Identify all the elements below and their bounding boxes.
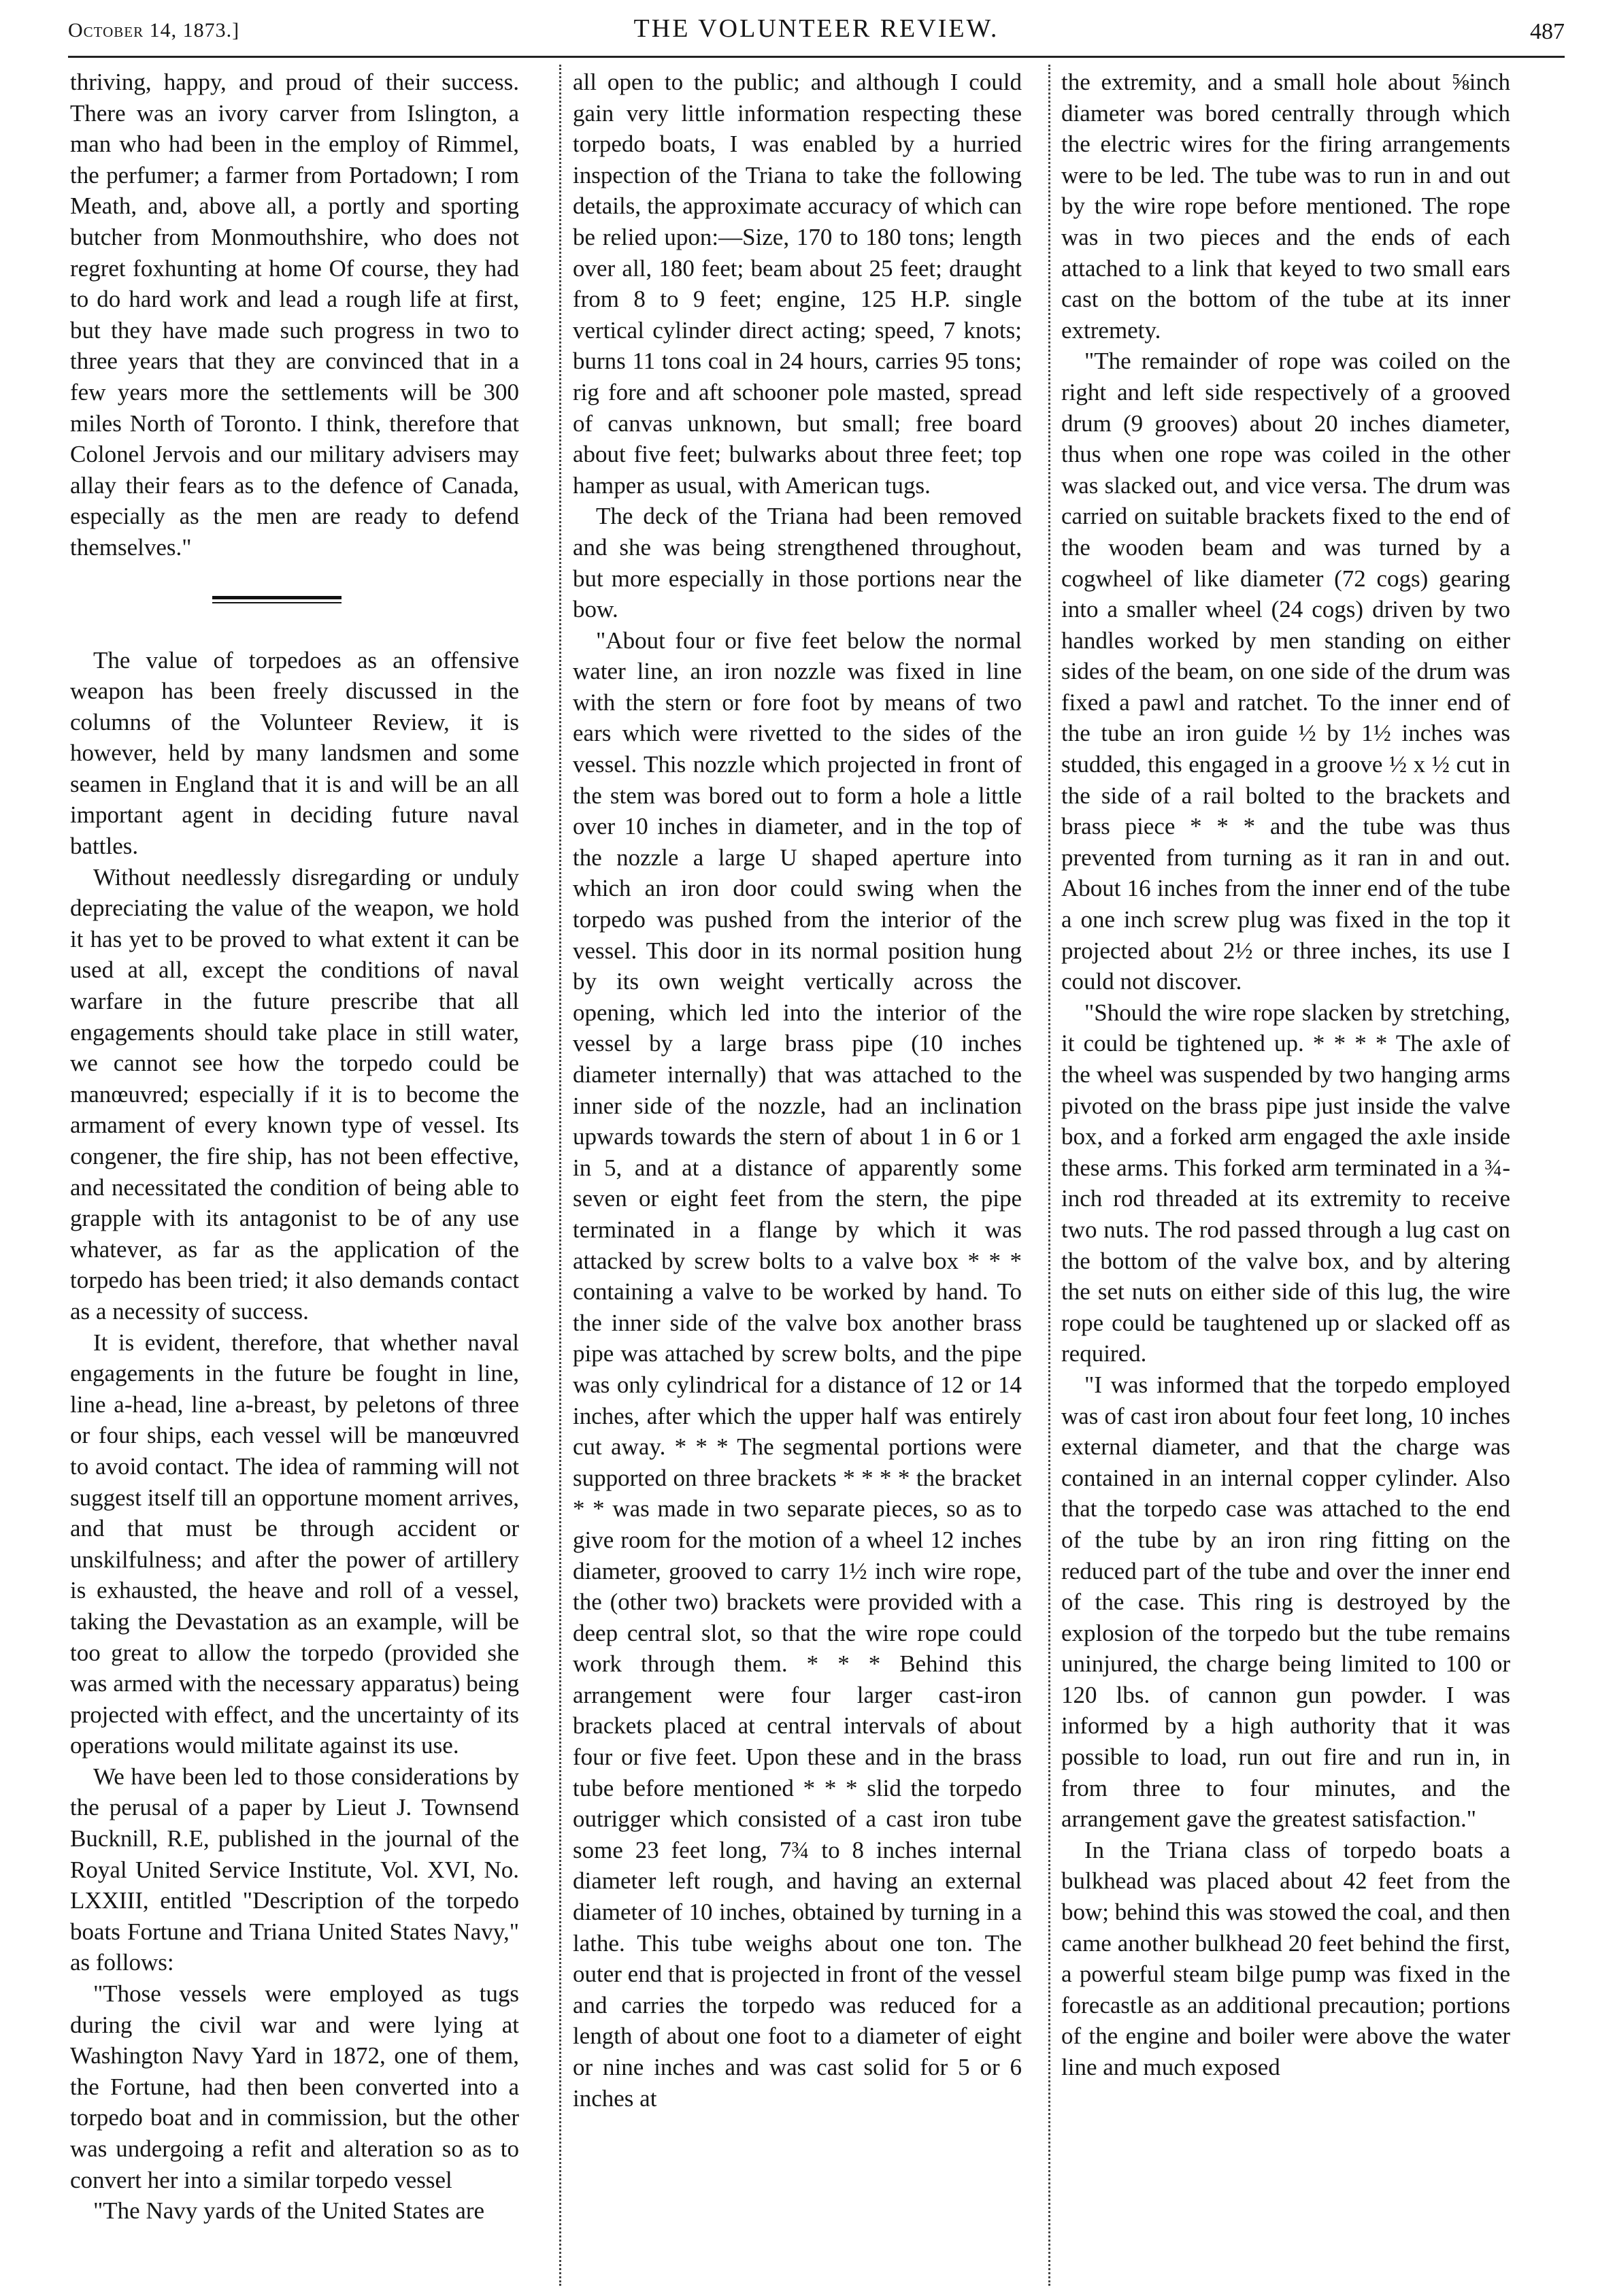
paragraph: The deck of the Triana had been removed and she was being strengthened throughout, but more especially in those portions near the bow. bbox=[573, 503, 1022, 623]
header-title: THE VOLUNTEER REVIEW. bbox=[633, 14, 999, 43]
column-3 bbox=[1061, 67, 1510, 2083]
page-number: 487 bbox=[1530, 19, 1565, 44]
header-rule bbox=[68, 56, 1565, 58]
paragraph: "The Navy yards of the United States are bbox=[93, 2197, 485, 2225]
paragraph: In the Triana class of torpedo boats a bulkhead was placed about 42 feet from the bow; behind this was stowed the coal, and then came another bulkhead 20 feet behind the first, a powerful steam bilge pump was fixed in the forecastle as an additional precaution; portions of the engine and boiler were above the water line and much exposed bbox=[1061, 1836, 1511, 2080]
paragraph: It is evident, therefore, that whether naval engagements in the future be fought in line, line a-head, line a-breast, by peletons of three or four ships, each vessel will be manœuvred to avoid contact. The idea of ramming will not suggest itself till an opportune moment arrives, and that must be through accident or unskilfulness; and after the power of artillery is exhausted, the heave and roll of a vessel, taking the Devastation as an example, will be too great to allow the torpedo (provided she was armed with the necessary apparatus) being projected with effect, and the uncertainty of its operations would militate against its use. bbox=[70, 1329, 520, 1759]
header-date: October 14, 1873.] bbox=[68, 19, 240, 41]
paragraph: We have been led to those considerations by the perusal of a paper by Lieut J. Townsend Bucknill, R.E, published in the journal of the Royal United Service Institute, Vol. XVI, No. LXXIII, entitled "Description of the torpedo boats Fortune and Triana United States Navy," as follows: bbox=[70, 1763, 519, 1976]
paragraph: "The remainder of rope was coiled on the right and left side respectively of a grooved drum (9 grooves) about 20 inches diameter, thus when one rope was coiled in the other was slacked out, and vice versa. The drum was carried on suitable brackets fixed to the end of the wooden beam and was turned by a cogwheel of like diameter (72 cogs) gearing into a smaller wheel (24 cogs) driven by two handles worked by men standing on either sides of the beam, on one side of the drum was fixed a pawl and ratchet. To the inner end of the tube an iron guide ½ by 1½ inches was studded, this engaged in a groove ½ x ½ cut in the side of a rail bolted to the brackets and brass piece * * * and the tube was thus prevented from turning as it ran in and out. About 16 inches from the inner end of the tube a one inch screw plug was fixed in the top it projected about 2½ or three inches, its use I could not discover. bbox=[1061, 348, 1510, 995]
paragraph: all open to the public; and although I could gain very little information respecting these torpedo boats, I was enabled by a hurried inspection of the Triana to take the following details, the approximate accuracy of which can be relied upon:—Size, 170 to 180 tons; length over all, 180 feet; beam about 25 feet; draught from 8 to 9 feet; engine, 125 H.P. single vertical cylinder direct acting; speed, 7 knots; burns 11 tons coal in 24 hours, carries 95 tons; rig fore and aft schooner pole masted, spread of canvas unknown, but small; free board about five feet; bulwarks about three feet; top hamper as usual, with American tugs. bbox=[573, 69, 1022, 499]
column-divider bbox=[559, 65, 561, 2286]
page-header bbox=[68, 14, 1565, 56]
paragraph: thriving, happy, and proud of their success. There was an ivory carver from Islington, a man who had been in the employ of Rimmel, the perfumer; a farmer from Portadown; I rom Meath, and, above all, a portly and sporting butcher from Monmouthshire, who does not regret foxhunting at home Of course, they had to do hard work and lead a rough life at first, but they have made such progress in two to three years that they are convinced that in a few years more the settlements will be 300 miles North of Toronto. I think, therefore that Colonel Jervois and our military advisers may allay their fears as to the defence of Canada, especially as the men are ready to defend themselves." bbox=[70, 69, 519, 561]
paragraph: the extremity, and a small hole about ⅝inch diameter was bored centrally through which the electric wires for the firing arrangements were to be led. The tube was to run in and out by the wire rope before mentioned. The rope was in two pieces and the ends of each attached to a link that keyed to two small ears cast on the bottom of the tube at its inner extremety. bbox=[1061, 69, 1510, 344]
paragraph: "Those vessels were employed as tugs during the civil war and were lying at Washington Navy Yard in 1872, one of them, the Fortune, had then been converted into a torpedo boat and in commission, but the other was undergoing a refit and alteration so as to convert her into a similar torpedo vessel bbox=[70, 1980, 519, 2193]
column-2 bbox=[573, 67, 1022, 2114]
paragraph: The value of torpedoes as an offensive weapon has been freely discussed in the columns of the Volunteer Review, it is however, held by many landsmen and some seamen in England that it is and will be an all important agent in deciding future naval battles. bbox=[70, 646, 519, 860]
paragraph: "Should the wire rope slacken by stretching, it could be tightened up. * * * * The axle of the wheel was suspended by two hanging arms pivoted on the brass pipe just inside the valve box, and a forked arm engaged the axle inside these arms. This forked arm terminated in a ¾-inch rod threaded at its extremity to receive two nuts. The rod passed through a lug cast on the bottom of the valve box, and by altering the set nuts on either side of this lug, the wire rope could be taughtened up or slacked off as required. bbox=[1061, 999, 1510, 1367]
column-divider bbox=[1048, 65, 1050, 2286]
paragraph: "I was informed that the torpedo employed was of cast iron about four feet long, 10 inches external diameter, and that the charge was contained in an internal copper cylinder. Also that the torpedo case was attached to the end of the tube by an iron ring fitting on the reduced part of the tube and over the inner end of the case. This ring is destroyed by the explosion of the torpedo but the tube remains uninjured, the charge being limited to 100 or 120 lbs. of cannon gun powder. I was informed by a high authority that it was possible to load, run out fire and run in, in from three to four minutes, and the arrangement gave the greatest satisfaction." bbox=[1061, 1371, 1510, 1833]
column-1 bbox=[70, 67, 519, 2227]
paragraph: "About four or five feet below the normal water line, an iron nozzle was fixed in line with the stern or fore foot by means of two ears which were rivetted to the sides of the vessel. This nozzle which projected in front of the stem was bored out to form a hole a little over 10 inches in diameter, and in the top of the nozzle a large U shaped aperture into which an iron door could swing when the torpedo was pushed from the interior of the vessel. This door in its normal position hung by its own weight vertically across the opening, which led into the interior of the vessel by a large brass pipe (10 inches diameter internally) that was attached to the inner side of the nozzle, had an inclination upwards towards the stern of about 1 in 6 or 1 in 5, and at a distance of apparently some seven or eight feet from the stern, the pipe terminated in a flange by which it was attacked by screw bolts to a valve box * * * containing a valve to be worked by hand. To the inner side of the valve box another brass pipe was attached by screw bolts, and the pipe was only cylindrical for a distance of 12 or 14 inches, after which the upper half was entirely cut away. * * * The segmental portions were supported on three brackets * * * * the bracket * * was made in two separate pieces, so as to give room for the motion of a wheel 12 inches diameter, grooved to carry 1½ inch wire rope, the (other two) brackets were provided with a deep central slot, so that the wire rope could work through them. * * * Behind this arrangement were four larger cast-iron brackets placed at central intervals of about four or five feet. Upon these and in the brass tube before mentioned * * * slid the torpedo outrigger which consisted of a cast iron tube some 23 feet long, 7¾ to 8 inches internal diameter left rough, and having an external diameter of 10 inches, obtained by turning in a lathe. This tube weighs about one ton. The outer end that is projected in front of the vessel and carries the torpedo was reduced for a length of about one foot to a diameter of eight or nine inches and was cast solid for 5 or 6 inches at bbox=[573, 627, 1022, 2112]
section-separator bbox=[70, 563, 519, 645]
paragraph: Without needlessly disregarding or unduly depreciating the value of the weapon, we hold it has yet to be proved to what extent it can be used at all, except the conditions of naval warfare in the future prescribe that all engagements should take place in still water, we cannot see how the torpedo could be manœuvred; especially if it is to become the armament of every known type of vessel. Its congener, the fire ship, has not been effective, and necessitated the condition of being able to grapple with its antagonist to be of any use whatever, as far as the application of the torpedo has been tried; it also demands contact as a necessity of success. bbox=[70, 863, 519, 1325]
